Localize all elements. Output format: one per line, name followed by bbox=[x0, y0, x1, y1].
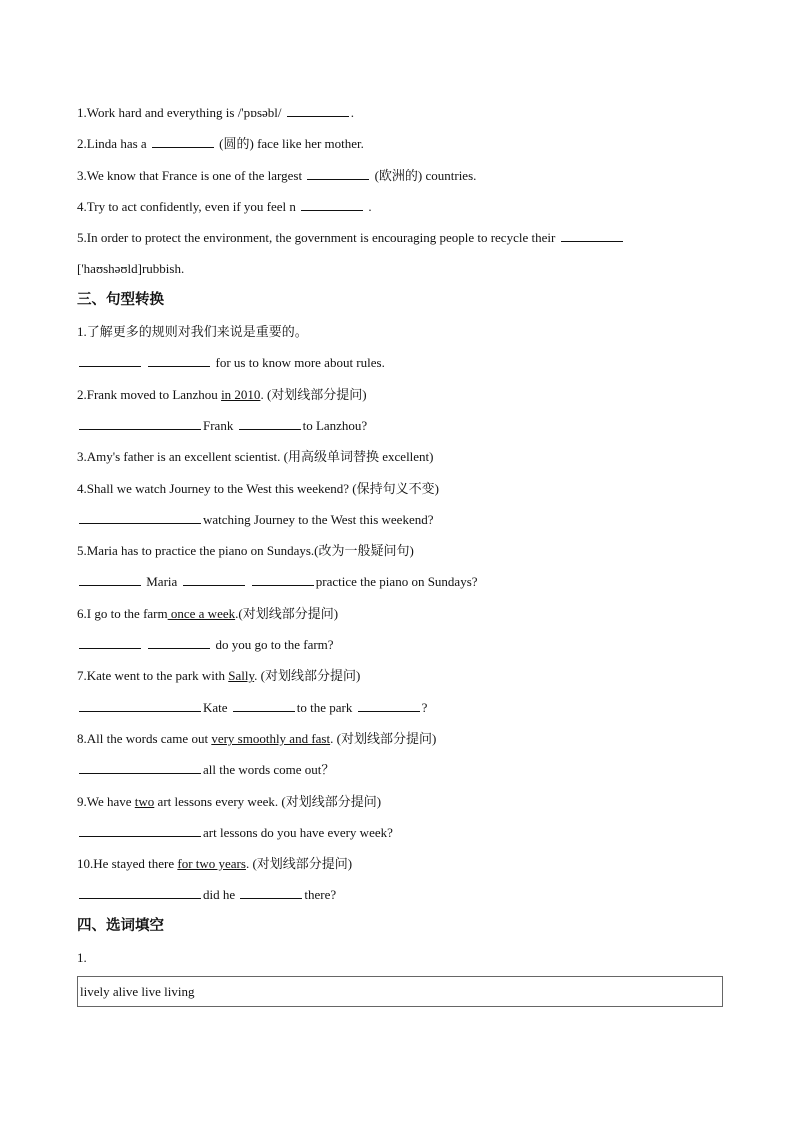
p3-q2-answer bbox=[77, 410, 727, 441]
answer-text: art lessons do you have every week? bbox=[203, 824, 393, 840]
word-bank: lively alive live living bbox=[80, 984, 195, 1000]
answer-text: Maria bbox=[146, 574, 178, 590]
p3-q9-answer bbox=[77, 817, 727, 848]
answer-text: there? bbox=[304, 887, 337, 903]
p3-q10-answer bbox=[77, 879, 727, 910]
answer-blank[interactable] bbox=[358, 700, 420, 712]
answer-text: to the park bbox=[296, 699, 353, 715]
answer-blank[interactable] bbox=[239, 418, 301, 430]
prompt-text: 8.All the words came out bbox=[77, 730, 212, 746]
answer-text: practice the piano on Sundays? bbox=[315, 574, 478, 590]
p3-q8-answer bbox=[77, 754, 727, 785]
p2-q5-cont bbox=[77, 253, 727, 284]
answer-text: did he bbox=[203, 887, 236, 903]
answer-blank[interactable] bbox=[561, 230, 623, 242]
word-bank-box bbox=[77, 976, 723, 1007]
answer-blank[interactable] bbox=[79, 355, 141, 367]
p2-q3-text: 3.We know that France is one of the largest bbox=[77, 167, 303, 183]
p3-q6-answer bbox=[77, 629, 727, 660]
p2-q3 bbox=[77, 160, 727, 191]
prompt-text: 2.Frank moved to Lanzhou bbox=[77, 386, 222, 402]
p3-q1-answer bbox=[77, 347, 727, 378]
prompt-instruction: . (对划线部分提问) bbox=[260, 386, 367, 402]
p3-q6-prompt bbox=[77, 598, 727, 629]
p2-q2-text: 2.Linda has a bbox=[77, 136, 147, 152]
answer-blank[interactable] bbox=[301, 199, 363, 211]
p3-q3-prompt: 3.Amy's father is an excellent scientist. (用高级单词替换 excellent) bbox=[77, 449, 434, 465]
answer-text: Frank bbox=[203, 417, 234, 433]
p2-q1-end: . bbox=[350, 105, 354, 120]
p3-q8-prompt bbox=[77, 723, 727, 754]
p2-q1-text: 1.Work hard and everything is /'pɒsəbl/ bbox=[77, 105, 282, 120]
p3-q4-answer bbox=[77, 504, 727, 535]
worksheet-content bbox=[77, 97, 727, 1007]
p2-q4-text: 4.Try to act confidently, even if you feel n bbox=[77, 198, 296, 214]
p2-q3-end: (欧洲的) countries. bbox=[374, 167, 477, 183]
prompt-instruction: .(对划线部分提问) bbox=[235, 605, 339, 621]
prompt-text: 6.I go to the farm bbox=[77, 605, 168, 621]
answer-text: ? bbox=[421, 699, 428, 715]
answer-blank[interactable] bbox=[79, 887, 201, 899]
p2-q2-end: (圆的) face like her mother. bbox=[219, 136, 364, 152]
p2-q4-end: . bbox=[368, 198, 372, 214]
underlined-text: very smoothly and fast bbox=[211, 730, 331, 746]
answer-text: watching Journey to the West this weekend? bbox=[203, 511, 434, 527]
answer-blank[interactable] bbox=[233, 700, 295, 712]
prompt-instruction: art lessons every week. (对划线部分提问) bbox=[154, 793, 382, 809]
section-heading-3: 三、句型转换 bbox=[77, 291, 164, 308]
p2-q4 bbox=[77, 191, 727, 222]
p3-q9-prompt bbox=[77, 786, 727, 817]
p4-q1-number: 1. bbox=[77, 950, 87, 966]
section-heading-4: 四、选词填空 bbox=[77, 917, 164, 934]
answer-blank[interactable] bbox=[79, 512, 201, 524]
p2-q5-text: 5.In order to protect the environment, the government is encouraging people to recycle their bbox=[77, 230, 556, 246]
underlined-text: for two years bbox=[177, 856, 246, 872]
p3-q2-prompt bbox=[77, 379, 727, 410]
answer-blank[interactable] bbox=[252, 574, 314, 586]
p2-q1 bbox=[77, 97, 727, 128]
answer-blank[interactable] bbox=[79, 825, 201, 837]
answer-blank[interactable] bbox=[79, 574, 141, 586]
answer-blank[interactable] bbox=[148, 637, 210, 649]
underlined-text: once a week bbox=[167, 605, 236, 621]
underlined-text: in 2010 bbox=[221, 386, 261, 402]
answer-blank[interactable] bbox=[287, 105, 349, 117]
p2-q2 bbox=[77, 128, 727, 159]
prompt-instruction: . (对划线部分提问) bbox=[245, 856, 353, 872]
answer-blank[interactable] bbox=[240, 887, 302, 899]
answer-blank[interactable] bbox=[79, 418, 201, 430]
prompt-instruction: . (对划线部分提问) bbox=[254, 668, 361, 684]
answer-blank[interactable] bbox=[183, 574, 245, 586]
p2-q5 bbox=[77, 222, 727, 253]
p2-q5-end: ['haʊshəʊld]rubbish. bbox=[77, 261, 185, 277]
answer-text: all the words come out？ bbox=[203, 762, 335, 778]
prompt-instruction: . (对划线部分提问) bbox=[330, 730, 437, 746]
p3-q7-prompt bbox=[77, 660, 727, 691]
answer-blank[interactable] bbox=[79, 637, 141, 649]
answer-blank[interactable] bbox=[79, 700, 201, 712]
answer-blank[interactable] bbox=[307, 168, 369, 180]
underlined-text: two bbox=[134, 793, 155, 809]
answer-text: do you go to the farm? bbox=[215, 637, 334, 653]
p3-q10-prompt bbox=[77, 848, 727, 879]
prompt-text: 10.He stayed there bbox=[77, 856, 178, 872]
p3-q4-prompt: 4.Shall we watch Journey to the West this weekend? (保持句义不变) bbox=[77, 480, 439, 496]
answer-blank[interactable] bbox=[79, 762, 201, 774]
p3-q5-prompt: 5.Maria has to practice the piano on Sundays.(改为一般疑问句) bbox=[77, 543, 414, 559]
answer-blank[interactable] bbox=[148, 355, 210, 367]
prompt-text: 7.Kate went to the park with bbox=[77, 668, 229, 684]
prompt-text: 9.We have bbox=[77, 793, 135, 809]
answer-blank[interactable] bbox=[152, 136, 214, 148]
p3-q7-answer bbox=[77, 692, 727, 723]
answer-text: to Lanzhou? bbox=[302, 417, 368, 433]
p3-q5-answer bbox=[77, 566, 727, 597]
p3-q1-answer-text: for us to know more about rules. bbox=[215, 355, 385, 371]
answer-text: Kate bbox=[203, 699, 228, 715]
p3-q1-prompt: 1.了解更多的规则对我们来说是重要的。 bbox=[77, 324, 308, 340]
underlined-text: Sally bbox=[228, 668, 255, 684]
